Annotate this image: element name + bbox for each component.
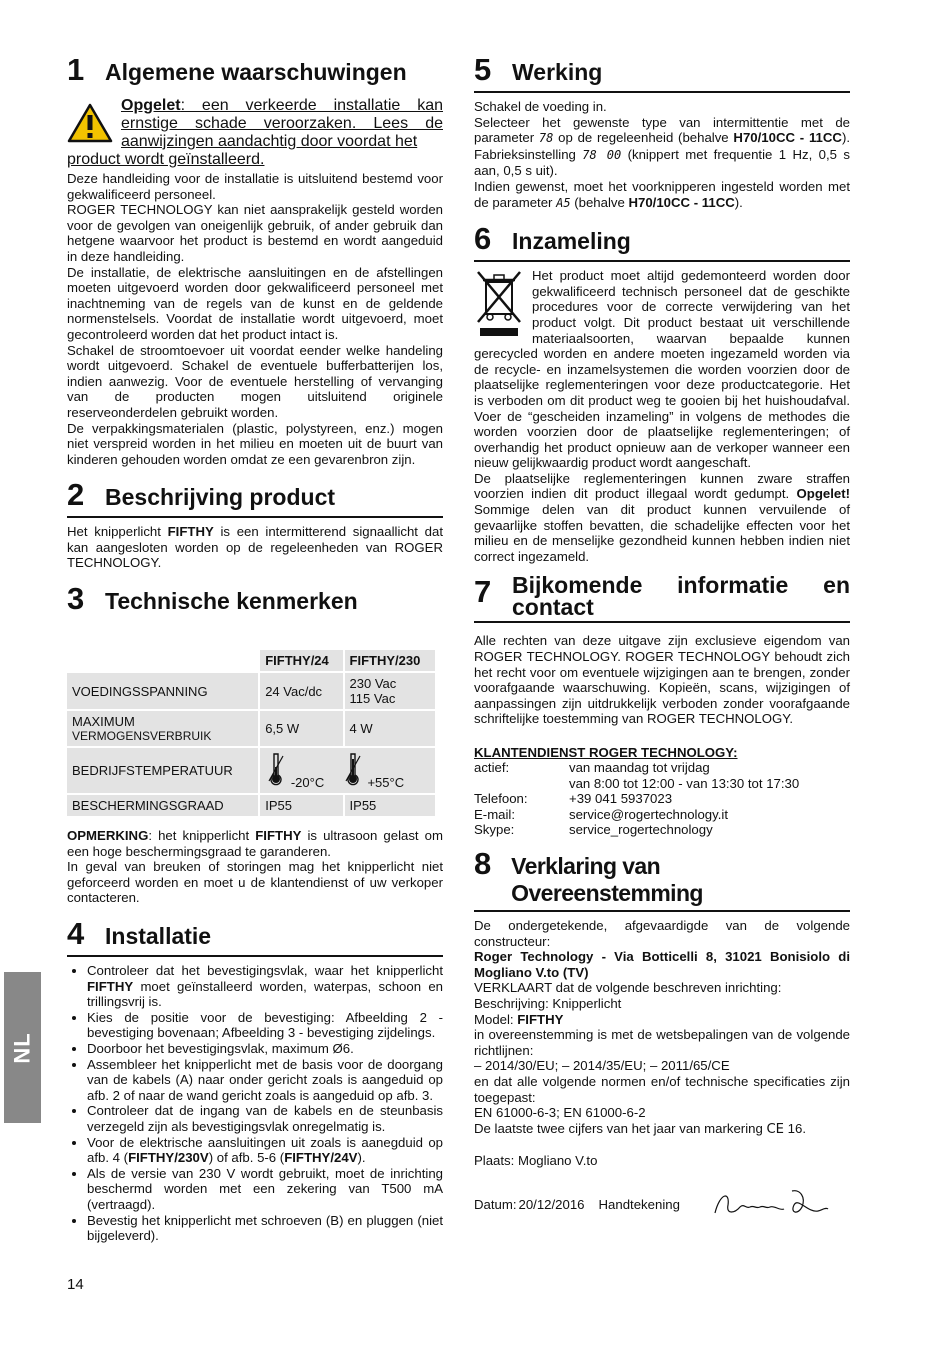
paragraph: Schakel de voeding in. (474, 99, 607, 114)
paragraph: Beschrijving: Knipperlicht (474, 995, 622, 1011)
row-label: MAXIMUM VERMOGENSVERBRUIK (67, 711, 258, 746)
section-title: Technische kenmerken (105, 588, 358, 615)
row-label: BESCHERMINGSGRAAD (67, 795, 258, 816)
contact-key: Telefoon: (474, 791, 528, 807)
warning-block (67, 97, 443, 169)
left-column (67, 52, 443, 1244)
ce-mark: CE (766, 1121, 785, 1137)
table-row (67, 748, 435, 793)
list-item: • Bevestig het knipperlicht met schroeven (B) en pluggen (niet bijgeleverd). (87, 1213, 443, 1244)
warning-text (121, 97, 443, 151)
paragraph: Alle rechten van deze uitgave zijn exclusieve eigendom van ROGER TECHNOLOGY. ROGER TECHNOLOGY behoudt zich het recht voor om eventuele wijzigingen aan te brengen, zonder voorafgaande waarschuwing. Kopieën, scans, wijzigingen of aanpassingen zijn uitdrukkelijk verboden zonder voorafgaande schriftelijke toestemming van ROGER TECHNOLOGY. (474, 633, 850, 727)
crossed-bin-icon (474, 268, 526, 338)
contact-key: E-mail: (474, 806, 516, 822)
language-tab: NL (4, 972, 41, 1123)
email-value: service@rogertechnology.it (569, 806, 729, 822)
date-signature-row (474, 1183, 850, 1226)
cell: 230 Vac 115 Vac (345, 673, 435, 709)
section-6-header (474, 221, 850, 262)
contact-value: van maandag tot vrijdag (569, 760, 710, 775)
page-number: 14 (67, 1276, 84, 1293)
section-title: informatie (677, 572, 789, 599)
section-number: 6 (474, 221, 492, 257)
cell: 6,5 W (260, 711, 342, 746)
signature (710, 1183, 830, 1226)
temperature-cell (260, 748, 435, 793)
cell: IP55 (260, 795, 342, 816)
section-2-header (67, 477, 443, 518)
contact-grid (474, 760, 850, 838)
section-title: Werking (512, 59, 603, 85)
table-row (67, 795, 435, 816)
row-label: VOEDINGSSPANNING (67, 673, 258, 709)
section-title: Inzameling (512, 228, 631, 255)
warning-tail: product wordt geïnstalleerd. (67, 151, 265, 168)
paragraph: EN 61000-6-3; EN 61000-6-2 (474, 1105, 646, 1121)
contact-key: actief: (474, 760, 510, 775)
paragraph: De ondergetekende, afgevaardigde van de volgende constructeur: (474, 917, 850, 949)
section-title: Installatie (105, 923, 212, 950)
section-title: contact (512, 594, 594, 621)
list-item: • Assembleer het knipperlicht met de basis voor de doorgang van de kabels (A) naar onder gericht zoals is aangeduid op afb. 2 of naar de wand gericht zoals is aangeduid op afb. 3. (87, 1057, 443, 1104)
section-title: en (823, 572, 850, 599)
column-header: FIFTHY/230 (345, 650, 435, 671)
warning-label: Opgelet (121, 97, 181, 114)
section-1-header (67, 52, 443, 91)
paragraph: in overeenstemming is met de wetsbepalingen van de volgende richtlijnen: (474, 1027, 850, 1058)
table-header-row (67, 650, 435, 671)
paragraph: De plaatselijke reglementeringen kunnen zware straffen voorzien indien dit product illegaal wordt gedumpt. Opgelet! Sommige delen van dit product kunnen vervuilende of gevaarlijke stoffen bevatten, die schadelijke effecten voor het milieu en de menselijke gezondheid kunnen hebben indien niet correct ingezameld. (474, 470, 850, 564)
section-8-header (474, 846, 850, 912)
list-item: • Kies de positie voor de bevestiging: Afbeelding 2 - bevestiging bovenaan; Afbeelding 3 - bevestiging zijdelings. (87, 1010, 443, 1041)
paragraph: De laatste twee cijfers van het jaar van markering CE 16. (474, 1120, 807, 1137)
list-item: • Voor de elektrische aansluitingen uit zoals is aanegduid op afb. 4 (FIFTHY/230V) of afb. 5-6 (FIFTHY/24V). (87, 1135, 443, 1166)
section-3-header (67, 581, 443, 620)
thermometer-icon (342, 751, 364, 790)
spec-table (65, 648, 437, 818)
phone-value: +39 041 5937023 (569, 791, 673, 807)
section-number: 7 (474, 574, 492, 610)
section-title: Bijkomende (512, 572, 643, 599)
table-row (67, 673, 435, 709)
section-title: Algemene waarschuwingen (105, 59, 407, 85)
service-title: KLANTENDIENST ROGER TECHNOLOGY: (474, 745, 738, 760)
section-number: 1 (67, 52, 85, 87)
paragraph: Het knipperlicht FIFTHY is een intermitterend signaallicht dat kan aangesloten worden op de regeleenheden van ROGER TECHNOLOGY. (67, 524, 443, 571)
column-header: FIFTHY/24 (260, 650, 342, 671)
section-number: 8 (474, 845, 492, 881)
place: Plaats: Mogliano V.to (474, 1153, 598, 1169)
cell: 24 Vac/dc (260, 673, 342, 709)
section-5-header (474, 52, 850, 93)
paragraph: VERKLAART dat de volgende beschreven inrichting: (474, 980, 782, 996)
contact-key: Skype: (474, 822, 515, 838)
paragraph: De installatie, de elektrische aansluitingen en de afstellingen moeten uitgevoerd worden door gekwalificeerd personeel met inachtneming van de regels van de kunst en de geldende normenstelsels. Voordat de installatie wordt uitgevoerd, moet gecontroleerd worden dat het product intact is. (67, 264, 443, 342)
paragraph: en dat alle volgende normen en/of technische specificaties zijn toegepast: (474, 1073, 850, 1105)
warning-icon (67, 103, 113, 148)
thermometer-icon (265, 751, 287, 790)
table-row (67, 711, 435, 746)
date-label: Datum: (474, 1196, 517, 1212)
list-item: • Doorboor het bevestigingsvlak, maximum Ø6. (87, 1041, 443, 1057)
paragraph: ROGER TECHNOLOGY kan niet aansprakelijk gesteld worden voor de gevolgen van oneigenlijk gebruik, of ander gebruik dan hetgene waarvoor het product is bestemd en wordt aangeduid in deze handleiding. (67, 202, 443, 264)
paragraph: Selecteer het gewenste type van intermittentie met de parameter 78 op de regeleenheid (behalve H70/10CC - 11CC). Fabrieksinstelling 78 00 (knippert met frequentie 1 Hz, 0,5 s aan, 0,5 s uit). (474, 114, 851, 179)
list-item: • Controleer dat de ingang van de kabels en de steunbasis verzegeld zijn als bevestigingsvlak onregelmatig is. (87, 1103, 443, 1134)
section-7-header (474, 574, 850, 623)
paragraph: Indien gewenst, moet het voorknipperen ingesteld worden met de parameter A5 (behalve H70/10CC - 11CC). (474, 178, 850, 210)
section-number: 5 (474, 52, 492, 87)
contact-value: van 8:00 tot 12:00 - van 13:30 tot 17:30 (569, 775, 800, 791)
section-title: Verklaring van Overeenstemming (511, 852, 703, 906)
paragraph: Model: FIFTHY (474, 1011, 564, 1027)
paragraph: Deze handleiding voor de installatie is uitsluitend bestemd voor gekwalificeerd personeel. (67, 171, 443, 202)
cell: 4 W (345, 711, 435, 746)
list-item: • Als de versie van 230 V wordt gebruikt, moet de inrichting beschermd worden met een zekering van T500 mA (vertraagd). (87, 1166, 443, 1213)
list-item: • Controleer dat het bevestigingsvlak, waar het knipperlicht FIFTHY moet geïnstalleerd worden, waterpas, schoon en trillingsvrij is. (87, 963, 443, 1010)
section-number: 4 (67, 916, 85, 952)
cell: IP55 (345, 795, 435, 816)
note: In geval van breuken of storingen mag het knipperlicht niet geforceerd worden en moet u de klantendienst of uw verkoper contacteren. (67, 859, 443, 906)
min-temperature: -20°C (290, 775, 325, 791)
section-number: 3 (67, 581, 85, 617)
section-title: Beschrijving product (105, 484, 336, 511)
installation-list (67, 963, 443, 1244)
paragraph: De verpakkingsmaterialen (plastic, polystyreen, enz.) mogen niet verspreid worden in het milieu en moeten uit de buurt van kinderen gehouden worden omdat ze een gevarenbron zijn. (67, 420, 443, 467)
signature-label: Handtekening (598, 1196, 680, 1212)
section-4-header (67, 916, 443, 957)
right-column (474, 52, 850, 1226)
paragraph: Schakel de stroomtoevoer uit voordat eender welke handeling wordt uitgevoerd. Schakel de eventuele bufferbatterijen los, indien aanwezig. Voor de eventuele herstelling of vervanging van de producten mogen uitsluitend originele reserveonderdelen gebruikt worden. (67, 342, 443, 420)
date-value: 20/12/2016 (518, 1196, 585, 1212)
skype-value: service_rogertechnology (569, 822, 713, 838)
disposal-block (474, 268, 850, 471)
section-number: 2 (67, 477, 85, 513)
paragraph: Roger Technology - Via Botticelli 8, 31021 Bonisiolo di Mogliano V.to (TV) (474, 949, 850, 980)
paragraph: Het product moet altijd gedemonteerd worden door gekwalificeerd technisch personeel dat de geschikte procedures voor de correcte verwijdering van het product volgt. Dit product bestaat uit verschillende materiaalsoorten, waarvan bepaalde kunnen gerecycled worden en andere moeten ingezameld worden via de recycle- en inzamelsystemen die worden voorzien door de plaatselijke reglementeringen voor deze productcategorie. Het is verboden om dit product weg te gooien bij het huishoudafval. Voer de “gescheiden inzameling” in volgens de methodes die worden voorzien door de plaatselijke reglementeringen; of overhandig het product opnieuw aan de verkoper wanneer een nieuw gelijkwaardig product wordt aangeschaft. (474, 268, 850, 471)
row-label: BEDRIJFSTEMPERATUUR (67, 748, 258, 793)
max-temperature: +55°C (367, 775, 405, 791)
warning-message: : een verkeerde installatie kan ernstige schade veroorzaken. Lees de aanwijzingen aandachtig door voordat het (121, 97, 443, 150)
note: OPMERKING: het knipperlicht FIFTHY is ultrasoon gelast om een hoge beschermingsgraad te garanderen. (67, 828, 443, 859)
paragraph: – 2014/30/EU; – 2014/35/EU; – 2011/65/CE (474, 1058, 730, 1074)
